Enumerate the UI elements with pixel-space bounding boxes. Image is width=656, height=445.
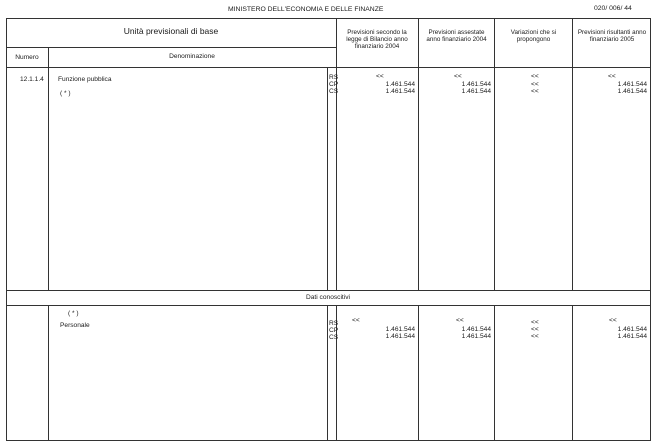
upb-name: Funzione pubblica: [58, 76, 112, 83]
bilancio-cp: 1.461.544: [385, 326, 415, 333]
assestate-cs: 1.461.544: [461, 333, 491, 340]
section-title: Dati conoscitivi: [306, 294, 350, 301]
column-header-prev-bilancio: Previsioni secondo la legge di Bilancio anno finanziario 2004: [346, 29, 408, 50]
code-cp: CP: [329, 81, 339, 88]
assestate-cs: 1.461.544: [461, 88, 491, 95]
column-header-prev-assestate: Previsioni assestate anno finanziario 2004: [426, 29, 487, 43]
column-header-variazioni: Variazioni che si propongono: [510, 29, 557, 43]
ministry-header: MINISTERO DELL'ECONOMIA E DELLE FINANZE: [228, 6, 384, 13]
risultanti-rs: <<: [608, 73, 616, 80]
bilancio-cp: 1.461.544: [385, 81, 415, 88]
upb-number: 12.1.1.4: [20, 76, 44, 83]
variazioni-cs: <<: [531, 333, 539, 340]
variazioni-cp: <<: [531, 326, 539, 333]
column-header-number: Numero: [15, 54, 39, 61]
detail-note: ( * ): [68, 310, 79, 317]
assestate-cp: 1.461.544: [461, 326, 491, 333]
risultanti-rs: <<: [609, 317, 617, 324]
assestate-rs: <<: [454, 73, 462, 80]
assestate-rs: <<: [456, 317, 464, 324]
risultanti-cs: 1.461.544: [617, 88, 647, 95]
upb-note: ( * ): [60, 90, 71, 97]
variazioni-rs: <<: [531, 319, 539, 326]
assestate-cp: 1.461.544: [461, 81, 491, 88]
bilancio-rs: <<: [352, 317, 360, 324]
code-cs: CS: [329, 334, 339, 341]
table-title: Unità previsionali di base: [123, 26, 219, 36]
detail-name: Personale: [60, 322, 90, 329]
bilancio-rs: <<: [376, 73, 384, 80]
page-reference: 020/ 006/ 44: [594, 5, 632, 12]
column-header-prev-risultanti: Previsioni risultanti anno finanziario 2005: [577, 29, 647, 43]
code-cp: CP: [329, 327, 339, 334]
bilancio-cs: 1.461.544: [385, 88, 415, 95]
code-rs: RS: [329, 74, 339, 81]
risultanti-cs: 1.461.544: [617, 333, 647, 340]
code-cs: CS: [329, 88, 339, 95]
variazioni-rs: <<: [531, 73, 539, 80]
variazioni-cp: <<: [531, 81, 539, 88]
column-header-denomination: Denominazione: [169, 53, 215, 60]
bilancio-cs: 1.461.544: [385, 333, 415, 340]
code-rs: RS: [329, 320, 339, 327]
risultanti-cp: 1.461.544: [617, 81, 647, 88]
variazioni-cs: <<: [531, 88, 539, 95]
risultanti-cp: 1.461.544: [617, 326, 647, 333]
